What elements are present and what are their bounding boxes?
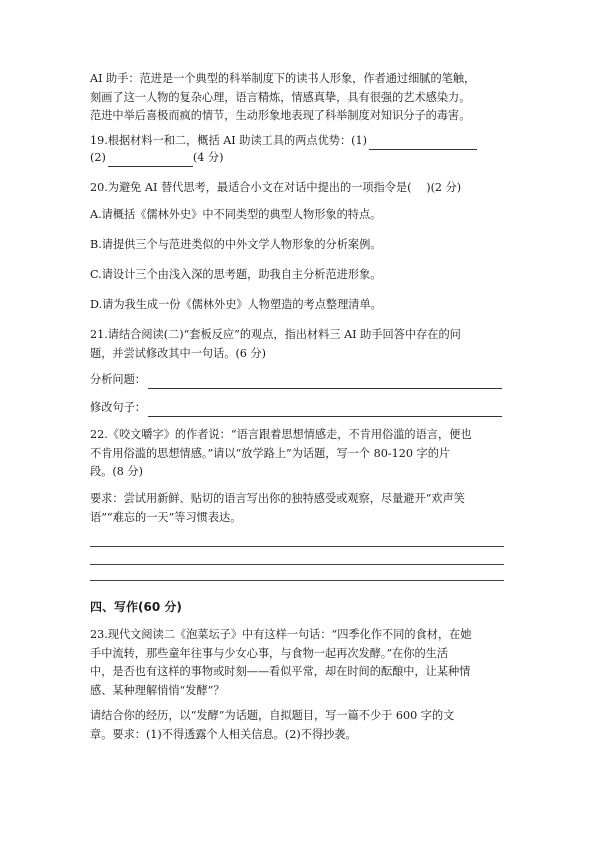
q21-analysis-blank[interactable] (148, 374, 502, 389)
q23-task (90, 707, 510, 744)
q22-writing-line-3[interactable] (90, 580, 504, 581)
q21-line: 21.请结合阅读(二)“套板反应”的观点，指出材料三 AI 助手回答中存在的问 (90, 328, 461, 341)
q20-option-d (90, 296, 510, 315)
q22-req-line: 要求：尝试用新鲜、贴切的语言写出你的独特感受或观察，尽量避开“欢声笑 (90, 492, 465, 505)
q22-writing-line-1[interactable] (90, 546, 504, 547)
section-title: 四、写作(60 分) (90, 600, 182, 614)
q19-text: 19.根据材料一和二，概括 AI 助读工具的两点优势：(1) (90, 134, 368, 147)
q20-stem-text: 20.为避免 AI 替代思考，最适合小文在对话中提出的一项指令是( )(2 分) (90, 181, 462, 194)
q19-answer-blank-1[interactable] (369, 135, 477, 150)
q22-requirement (90, 490, 510, 527)
q22-stem (90, 426, 510, 482)
q21-revise-row (90, 399, 502, 417)
q19-answer-blank-2[interactable] (108, 152, 193, 167)
q22-writing-line-2[interactable] (90, 564, 504, 565)
q19-row2 (90, 149, 223, 167)
q23-task-line: 请结合你的经历，以“发酵”为话题，自拟题目，写一篇不少于 600 字的文 (90, 709, 455, 722)
q20-option-b-text: B.请提供三个与范进类似的中外文学人物形象的分析案例。 (90, 238, 382, 251)
q21-analysis-row (90, 371, 502, 389)
q23-line: 感、某种理解悄悄“发酵”？ (90, 683, 225, 697)
ai-answer-line: AI 助手：范进是一个典型的科举制度下的读书人形象，作者通过细腻的笔触， (90, 72, 476, 85)
q20-option-b (90, 236, 510, 255)
q22-line: 22.《咬文嚼字》的作者说：“语言跟着思想情感走，不肯用俗滥的语言，便也 (90, 428, 472, 441)
q23-line: 中，是否也有这样的事物或时刻——看似平常，却在时间的酝酿中，让某种情 (90, 665, 471, 678)
q21-analysis-label: 分析问题： (90, 373, 146, 386)
q20-option-d-text: D.请为我生成一份《儒林外史》人物塑造的考点整理清单。 (90, 298, 382, 311)
q21-stem (90, 326, 510, 363)
q22-line: 不肯用俗滥的思想情感。”请以“放学路上”为话题，写一个 80-120 字的片 (90, 446, 451, 460)
ai-answer-line: 范进中举后喜极而疯的情节，生动形象地表现了科举制度对知识分子的毒害。 (90, 109, 471, 122)
q21-revise-blank[interactable] (148, 402, 502, 417)
q20-option-a (90, 206, 510, 225)
q19-part2-label: (2) (90, 151, 106, 164)
q20-option-c-text: C.请设计三个由浅入深的思考题，助我自主分析范进形象。 (90, 268, 382, 281)
q20-option-a-text: A.请概括《儒林外史》中不同类型的典型人物形象的特点。 (90, 208, 382, 221)
q20-option-c (90, 266, 510, 285)
q19-row1 (90, 132, 477, 150)
q23-line: 手中流转，那些童年往事与少女心事，与食物一起再次发酵。”在你的生活 (90, 646, 449, 660)
q22-line: 段。(8 分) (90, 465, 143, 478)
ai-answer-paragraph (90, 70, 510, 126)
q21-revise-label: 修改句子： (90, 401, 146, 414)
q23-stem (90, 626, 510, 700)
section-heading (90, 598, 510, 617)
q22-req-line: 语”“难忘的一天”等习惯表达。 (90, 510, 242, 524)
ai-answer-line: 刻画了这一人物的复杂心理，语言精炼，情感真挚，具有很强的艺术感染力。 (90, 90, 471, 104)
q19-score: (4 分) (192, 151, 224, 164)
q20-stem (90, 179, 510, 198)
q23-line: 23.现代文阅读二《泡菜坛子》中有这样一句话：“四季化作不同的食材，在她 (90, 628, 472, 641)
q23-task-line: 章。要求：(1)不得透露个人相关信息。(2)不得抄袭。 (90, 727, 357, 741)
q21-line: 题，并尝试修改其中一句话。(6 分) (90, 346, 267, 360)
